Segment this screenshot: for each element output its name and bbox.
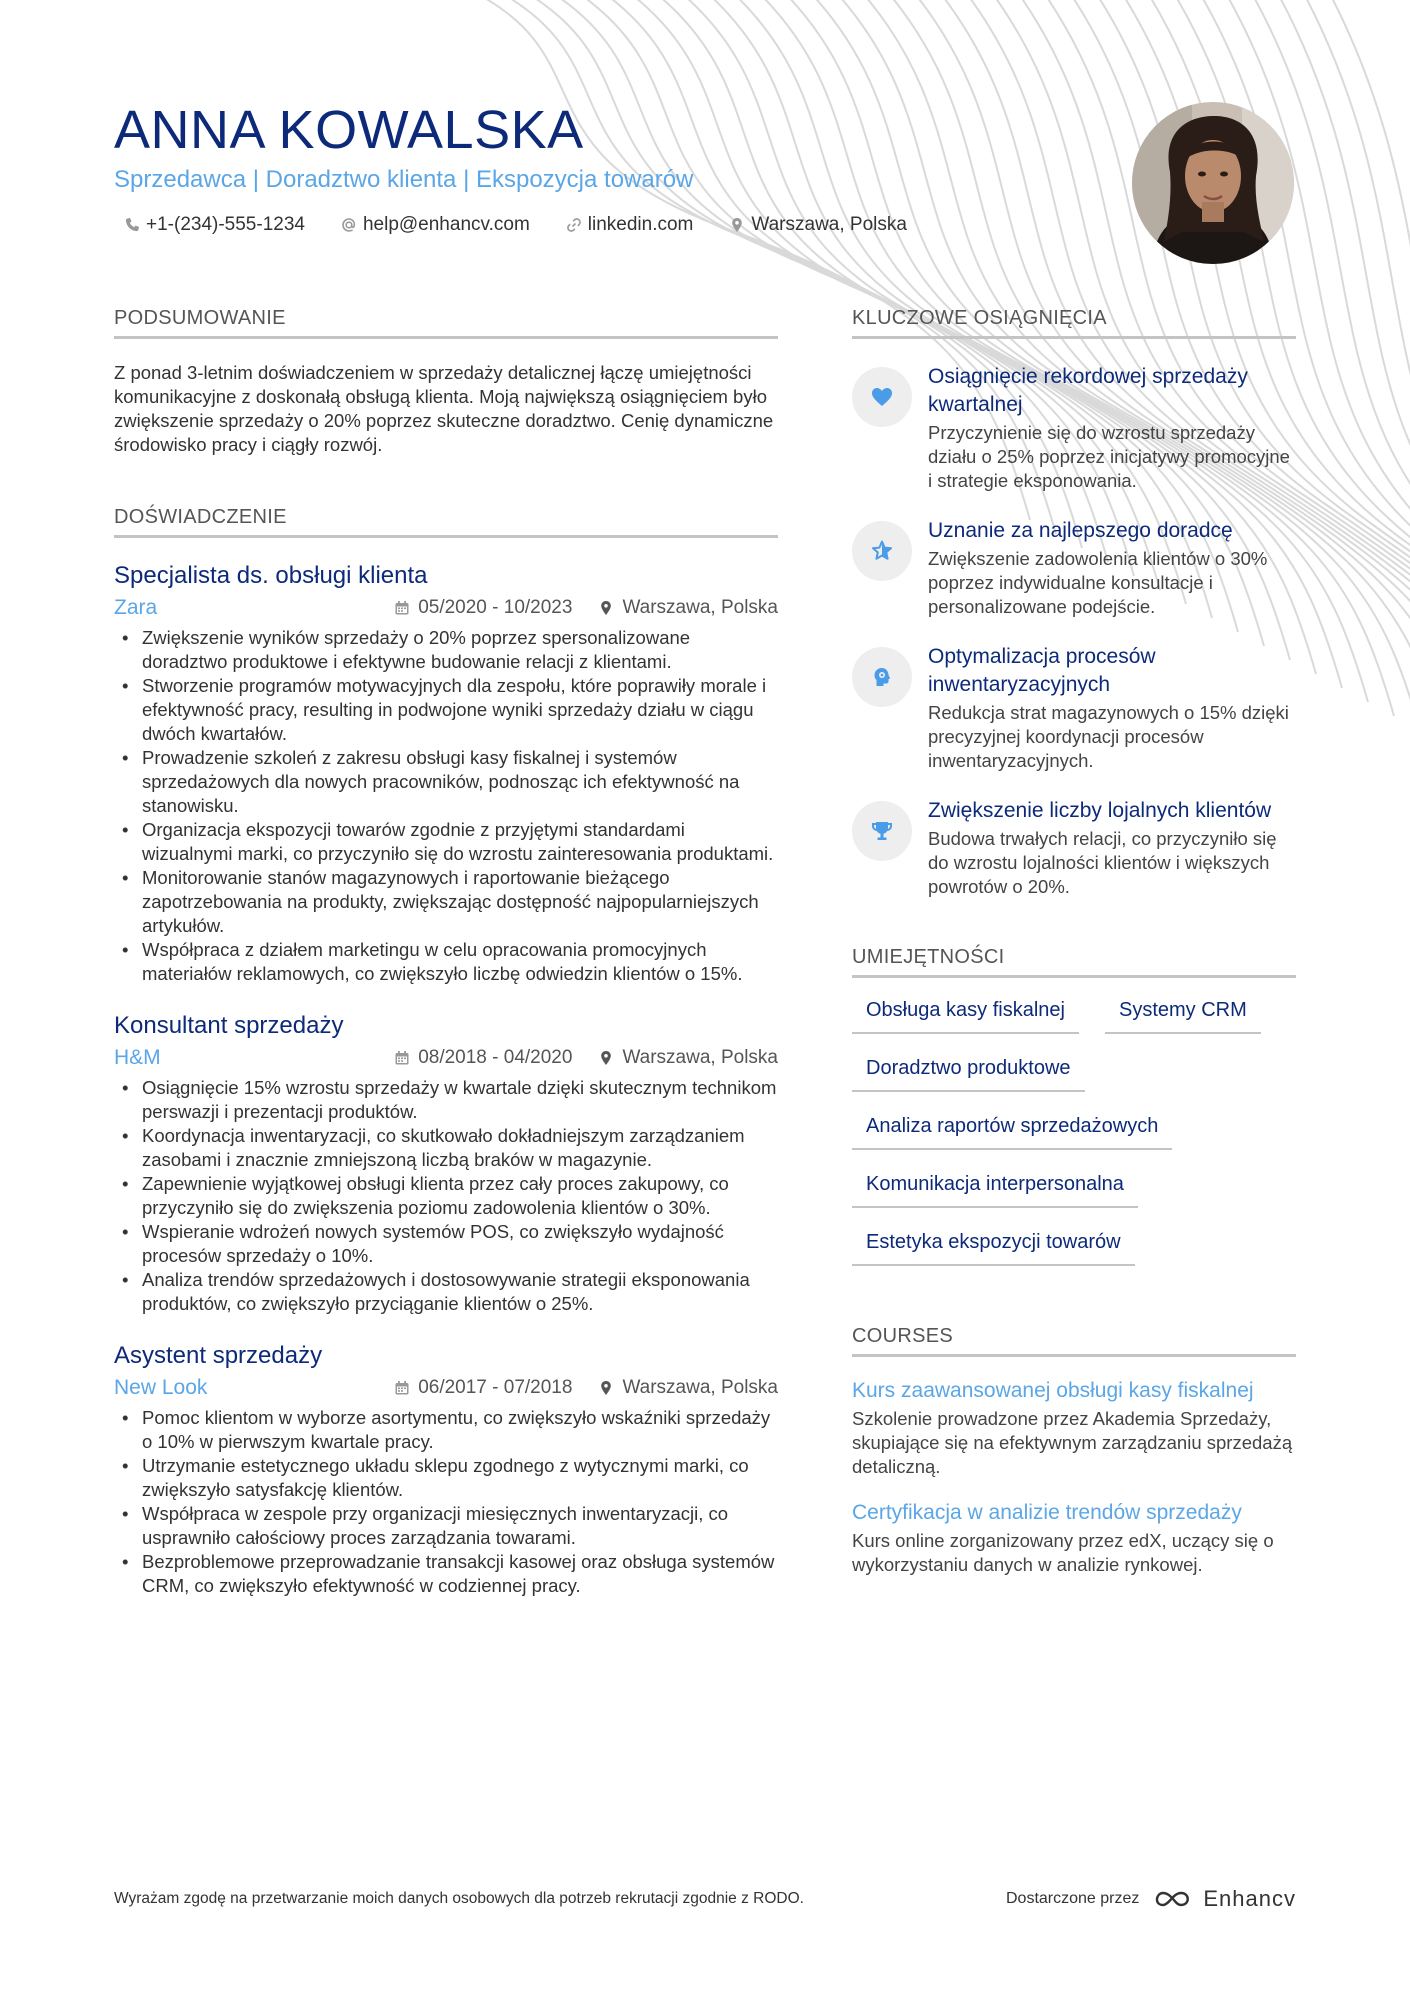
achievements-heading: KLUCZOWE OSIĄGNIĘCIA — [852, 304, 1296, 339]
bullet-item: • Zapewnienie wyjątkowej obsługi klienta przez cały proces zakupowy, co przyczyniło się do zwiększenia poziomu zadowolenia klientów o 30%. — [114, 1172, 778, 1220]
summary-text: Z ponad 3-letnim doświadczeniem w sprzedaży detalicznej łączę umiejętności komunikacyjne z doskonałą obsługą klienta. Moją największą osiągnięciem było zwiększenie sprzedaży o 20% poprzez skuteczne doradztwo. Cenię dynamiczne środowisko pracy i ciągły rozwój. — [114, 362, 774, 455]
avatar — [1132, 102, 1294, 264]
bullet-item: • Pomoc klientom w wyborze asortymentu, co zwiększyło wskaźniki sprzedaży o 10% w pierwszym kwartale pracy. — [114, 1406, 778, 1454]
brand-credit[interactable] — [1006, 1886, 1296, 1912]
trophy-icon — [870, 819, 894, 843]
achievement-title: Osiągnięcie rekordowej sprzedaży kwartalnej — [928, 365, 1248, 416]
skills-heading: UMIEJĘTNOŚCI — [852, 943, 1296, 978]
skill-list — [852, 990, 1296, 1280]
star-icon — [870, 539, 894, 563]
bullet-item: • Monitorowanie stanów magazynowych i raportowanie bieżącego zapotrzebowania na produkty, zwiększając dostępność najpopularniejszych artykułów. — [114, 866, 778, 938]
experience-section — [114, 503, 778, 1598]
achievement-list — [852, 363, 1296, 899]
achievement-item — [852, 517, 1296, 619]
bullet-item: • Analiza trendów sprzedażowych i dostosowywanie strategii eksponowania produktów, co zwiększyło przyciąganie klientów o 25%. — [114, 1268, 778, 1316]
bullet-item: • Organizacja ekspozycji towarów zgodnie z przyjętymi standardami wizualnymi marki, co przyczyniło się do wzrostu zainteresowania produktami. — [114, 818, 778, 866]
bullet-item: • Osiągnięcie 15% wzrostu sprzedaży w kwartale dzięki skutecznym technikom perswazji i prezentacji produktów. — [114, 1076, 778, 1124]
contact-email-text: help@enhancv.com — [362, 214, 530, 235]
job-bullets — [114, 1076, 778, 1316]
achievement-desc: Zwiększenie zadowolenia klientów o 30% poprzez indywidualne konsultacje i personalizowane podejście. — [928, 548, 1268, 617]
wave-line — [1328, 0, 1410, 982]
gdpr-consent-text: Wyrażam zgodę na przetwarzanie moich danych osobowych dla potrzeb rekrutacji zgodnie z RODO. — [114, 1890, 804, 1907]
candidate-name: ANNA KOWALSKA — [114, 100, 584, 160]
bullet-item: • Utrzymanie estetycznego układu sklepu zgodnego z wytycznymi marki, co zwiększyło satysfakcję klientów. — [114, 1454, 778, 1502]
left-column — [114, 304, 778, 1598]
course-title: Kurs zaawansowanej obsługi kasy fiskalnej — [852, 1379, 1254, 1402]
achievement-body — [928, 643, 1296, 773]
achievement-body — [928, 363, 1296, 493]
job-title: Asystent sprzedaży — [114, 1342, 323, 1369]
portrait-photo — [1132, 102, 1294, 264]
achievement-desc: Przyczynienie się do wzrostu sprzedaży działu o 25% poprzez inicjatywy promocyjne i strategie eksponowania. — [928, 422, 1290, 491]
location-pin-icon — [598, 600, 614, 616]
brand-name: Enhancv — [1203, 1886, 1296, 1911]
contact-bar — [114, 214, 1114, 236]
infinity-logo-icon — [1151, 1887, 1195, 1911]
contact-phone[interactable] — [114, 214, 305, 236]
job-title: Konsultant sprzedaży — [114, 1012, 344, 1039]
job-location-text: Warszawa, Polska — [622, 597, 778, 618]
heart-icon — [870, 385, 894, 409]
location-pin-icon — [729, 217, 745, 233]
skill-tag: Systemy CRM — [1105, 990, 1261, 1034]
contact-linkedin[interactable] — [556, 214, 694, 236]
job-list — [114, 560, 778, 1598]
achievement-item — [852, 797, 1296, 899]
bullet-item: • Bezproblemowe przeprowadzanie transakcji kasowej oraz obsługa systemów CRM, co zwiększyło efektywność w codziennej pracy. — [114, 1550, 778, 1598]
achievement-body — [928, 797, 1296, 899]
job-location-text: Warszawa, Polska — [622, 1377, 778, 1398]
skill-tag: Estetyka ekspozycji towarów — [852, 1222, 1135, 1266]
skill-tag: Analiza raportów sprzedażowych — [852, 1106, 1172, 1150]
achievement-desc: Budowa trwałych relacji, co przyczyniło się do wzrostu lojalności klientów i większych powrotów o 20%. — [928, 828, 1277, 897]
head-gear-icon — [870, 665, 894, 689]
resume-header — [114, 100, 1114, 236]
job-dates-text: 08/2018 - 04/2020 — [418, 1047, 573, 1068]
contact-email[interactable] — [331, 214, 530, 236]
company-name: Zara — [114, 596, 158, 619]
course-list — [852, 1377, 1296, 1577]
bullet-item: • Współpraca w zespole przy organizacji miesięcznych inwentaryzacji, co usprawniło całościowy proces zarządzania towarami. — [114, 1502, 778, 1550]
job-meta — [114, 1374, 778, 1402]
skill-tag: Doradztwo produktowe — [852, 1048, 1085, 1092]
achievement-icon-wrap — [852, 367, 912, 427]
skill-tag: Obsługa kasy fiskalnej — [852, 990, 1079, 1034]
contact-location-text: Warszawa, Polska — [751, 214, 907, 235]
achievement-icon-wrap — [852, 647, 912, 707]
job-meta — [114, 594, 778, 622]
contact-linkedin-text: linkedin.com — [587, 214, 694, 235]
bullet-item: • Stworzenie programów motywacyjnych dla zespołu, które poprawiły morale i efektywność pracy, resulting in podwojone wyniki sprzedaży działu w ciągu dwóch kwartałów. — [114, 674, 778, 746]
enhancv-logo — [1151, 1886, 1296, 1912]
course-item — [852, 1377, 1296, 1479]
contact-location — [719, 214, 907, 236]
bullet-item: • Współpraca z działem marketingu w celu opracowania promocyjnych materiałów reklamowych, co zwiększyło liczbę odwiedzin klientów o 15%. — [114, 938, 778, 986]
achievement-icon-wrap — [852, 521, 912, 581]
calendar-icon — [394, 600, 410, 616]
job-bullets — [114, 1406, 778, 1598]
achievement-item — [852, 363, 1296, 493]
achievement-title: Uznanie za najlepszego doradcę — [928, 519, 1233, 542]
bullet-item: • Wspieranie wdrożeń nowych systemów POS, co zwiększyło wydajność procesów sprzedaży o 10%. — [114, 1220, 778, 1268]
courses-section — [852, 1322, 1296, 1577]
course-desc: Kurs online zorganizowany przez edX, uczący się o wykorzystaniu danych w analizie rynkowej. — [852, 1530, 1274, 1575]
bullet-item: • Prowadzenie szkoleń z zakresu obsługi kasy fiskalnej i systemów sprzedażowych dla nowych pracowników, podnosząc ich efektywność na stanowisku. — [114, 746, 778, 818]
at-icon — [341, 217, 357, 233]
skill-tag: Komunikacja interpersonalna — [852, 1164, 1138, 1208]
achievement-desc: Redukcja strat magazynowych o 15% dzięki precyzyjnej koordynacji procesów inwentaryzacyjnych. — [928, 702, 1289, 771]
achievement-item — [852, 643, 1296, 773]
experience-heading: DOŚWIADCZENIE — [114, 503, 778, 538]
course-item — [852, 1499, 1296, 1577]
job-entry — [114, 1010, 778, 1316]
wave-line — [1276, 0, 1410, 954]
job-dates-text: 06/2017 - 07/2018 — [418, 1377, 573, 1398]
powered-by-label: Dostarczone przez — [1005, 1890, 1140, 1907]
job-location-text: Warszawa, Polska — [622, 1047, 778, 1068]
company-name: New Look — [114, 1376, 208, 1399]
job-title: Specjalista ds. obsługi klienta — [114, 562, 428, 589]
phone-icon — [124, 217, 140, 233]
achievement-title: Optymalizacja procesów inwentaryzacyjnych — [928, 645, 1156, 696]
job-dates-text: 05/2020 - 10/2023 — [418, 597, 573, 618]
courses-heading: COURSES — [852, 1322, 1296, 1357]
job-bullets — [114, 626, 778, 986]
job-meta — [114, 1044, 778, 1072]
footer — [114, 1886, 1296, 1912]
job-entry — [114, 1340, 778, 1598]
skills-section — [852, 943, 1296, 1280]
job-dates — [394, 597, 572, 619]
job-dates — [394, 1377, 572, 1399]
achievement-body — [928, 517, 1296, 619]
right-column — [852, 304, 1296, 1577]
bullet-item: • Koordynacja inwentaryzacji, co skutkowało dokładniejszym zarządzaniem zasobami i znacznie zmniejszoną liczbą braków w magazynie. — [114, 1124, 778, 1172]
job-entry — [114, 560, 778, 986]
course-desc: Szkolenie prowadzone przez Akademia Sprzedaży, skupiające się na efektywnym zarządzaniu sprzedażą detaliczną. — [852, 1408, 1293, 1477]
course-title: Certyfikacja w analizie trendów sprzedaży — [852, 1501, 1242, 1524]
company-name: H&M — [114, 1046, 161, 1069]
calendar-icon — [394, 1380, 410, 1396]
contact-phone-text: +1-(234)-555-1234 — [146, 214, 305, 235]
achievement-icon-wrap — [852, 801, 912, 861]
job-location — [598, 1377, 778, 1399]
summary-heading: PODSUMOWANIE — [114, 304, 778, 339]
wave-line — [1302, 0, 1410, 968]
link-icon — [566, 217, 582, 233]
summary-section — [114, 304, 778, 457]
bullet-item: • Zwiększenie wyników sprzedaży o 20% poprzez spersonalizowane doradztwo produktowe i efektywne budowanie relacji z klientami. — [114, 626, 778, 674]
location-pin-icon — [598, 1050, 614, 1066]
achievements-section — [852, 304, 1296, 899]
candidate-tagline: Sprzedawca | Doradztwo klienta | Ekspozycja towarów — [114, 166, 694, 193]
job-location — [598, 597, 778, 619]
location-pin-icon — [598, 1380, 614, 1396]
calendar-icon — [394, 1050, 410, 1066]
job-location — [598, 1047, 778, 1069]
job-dates — [394, 1047, 572, 1069]
achievement-title: Zwiększenie liczby lojalnych klientów — [928, 799, 1272, 822]
